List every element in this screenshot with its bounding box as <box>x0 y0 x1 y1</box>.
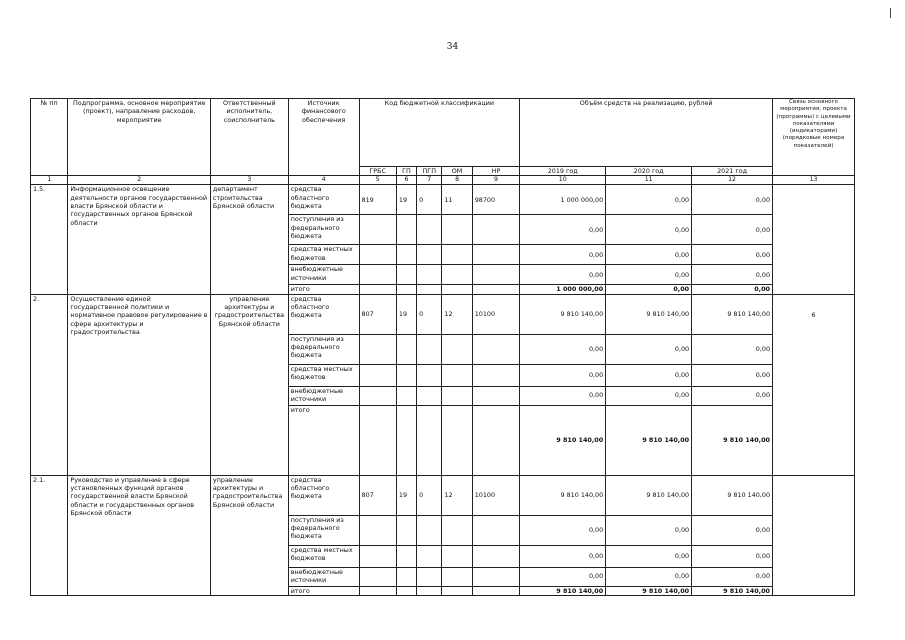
source-local: средства местных бюджетов <box>288 545 359 567</box>
header-2019: 2019 год <box>520 167 606 176</box>
np: 98700 <box>472 185 520 215</box>
amount-2021: 0,00 <box>692 215 773 245</box>
col-number: 9 <box>472 176 520 185</box>
amount-2021: 0,00 <box>692 515 773 545</box>
amount-2019: 0,00 <box>520 545 606 567</box>
source-extra: внебюджетные источники <box>288 386 359 405</box>
amount-2021: 0,00 <box>692 567 773 586</box>
om: 12 <box>442 294 472 334</box>
header-source: Источник финансового обеспечения <box>288 99 359 176</box>
amount-2019: 9 810 140,00 <box>520 475 606 515</box>
row-responsible: управление архитектуры и градостроительства Брянской области <box>210 294 288 475</box>
header-pgp: ПГП <box>417 167 442 176</box>
header-num: № пп <box>31 99 68 176</box>
total-2021: 9 810 140,00 <box>692 586 773 595</box>
amount-2021: 0,00 <box>692 386 773 405</box>
scan-mark <box>890 8 891 18</box>
row-name: Руководство и управление в сфере установленных функций органов государственной власти Брянской области и государственных органов Брянской области <box>68 475 211 595</box>
source-local: средства местных бюджетов <box>288 245 359 265</box>
header-np: НР <box>472 167 520 176</box>
source-total: итого <box>288 285 359 294</box>
amount-2020: 0,00 <box>606 364 692 386</box>
gp: 19 <box>396 294 416 334</box>
header-subprogram: Подпрограмма, основное мероприятие (проект), направление расходов, мероприятие <box>68 99 211 176</box>
amount-2020: 9 810 140,00 <box>606 475 692 515</box>
header-2020: 2020 год <box>606 167 692 176</box>
col-number: 8 <box>442 176 472 185</box>
col-number: 4 <box>288 176 359 185</box>
om: 12 <box>442 475 472 515</box>
row-responsible: департамент строительства Брянской области <box>210 185 288 294</box>
gp: 19 <box>396 475 416 515</box>
np: 10100 <box>472 294 520 334</box>
amount-2019: 0,00 <box>520 364 606 386</box>
budget-table <box>30 98 855 596</box>
amount-2020: 0,00 <box>606 567 692 586</box>
row-responsible: управление архитектуры и градостроительства Брянской области <box>210 475 288 595</box>
page-number: 34 <box>446 42 459 52</box>
amount-2020: 0,00 <box>606 265 692 285</box>
amount-2020: 0,00 <box>606 185 692 215</box>
amount-2021: 0,00 <box>692 265 773 285</box>
row-link: 6 <box>773 294 855 475</box>
amount-2019: 9 810 140,00 <box>520 294 606 334</box>
amount-2019: 0,00 <box>520 265 606 285</box>
amount-2021: 0,00 <box>692 185 773 215</box>
amount-2021: 0,00 <box>692 245 773 265</box>
total-2020: 0,00 <box>606 285 692 294</box>
header-grbs: ГРБС <box>359 167 396 176</box>
amount-2020: 0,00 <box>606 215 692 245</box>
source-federal: поступления из федерального бюджета <box>288 334 359 364</box>
amount-2019: 1 000 000,00 <box>520 185 606 215</box>
col-number: 10 <box>520 176 606 185</box>
source-total: итого <box>288 586 359 595</box>
amount-2019: 0,00 <box>520 334 606 364</box>
col-number: 3 <box>210 176 288 185</box>
amount-2020: 0,00 <box>606 515 692 545</box>
amount-2020: 0,00 <box>606 386 692 405</box>
total-2019: 9 810 140,00 <box>520 586 606 595</box>
pgp: 0 <box>417 475 442 515</box>
col-number: 5 <box>359 176 396 185</box>
amount-2021: 9 810 140,00 <box>692 294 773 334</box>
header-om: ОМ <box>442 167 472 176</box>
total-2021: 0,00 <box>692 285 773 294</box>
source-regional: средства областного бюджета <box>288 294 359 334</box>
source-federal: поступления из федерального бюджета <box>288 515 359 545</box>
row-link <box>773 185 855 294</box>
amount-2021: 0,00 <box>692 334 773 364</box>
om: 11 <box>442 185 472 215</box>
amount-2021: 0,00 <box>692 364 773 386</box>
header-budget-code: Код бюджетной классификации <box>359 99 520 167</box>
grbs: 807 <box>359 475 396 515</box>
grbs: 807 <box>359 294 396 334</box>
row-name: Информационное освещение деятельности органов государственной власти Брянской области и государственных органов Брянской области <box>68 185 211 294</box>
header-2021: 2021 год <box>692 167 773 176</box>
col-number: 12 <box>692 176 773 185</box>
header-link: Связь основного мероприятия, проекта (программы) с целевыми показателями (индикаторами) (порядковые номера показателей) <box>773 99 855 176</box>
header-responsible: Ответственный исполнитель, соисполнитель <box>210 99 288 176</box>
amount-2020: 9 810 140,00 <box>606 294 692 334</box>
col-number: 7 <box>417 176 442 185</box>
source-regional: средства областного бюджета <box>288 185 359 215</box>
col-number: 11 <box>606 176 692 185</box>
amount-2019: 0,00 <box>520 215 606 245</box>
amount-2020: 0,00 <box>606 545 692 567</box>
amount-2020: 0,00 <box>606 334 692 364</box>
gp: 19 <box>396 185 416 215</box>
source-extra: внебюджетные источники <box>288 567 359 586</box>
total-2020: 9 810 140,00 <box>606 586 692 595</box>
amount-2019: 0,00 <box>520 567 606 586</box>
total-2019: 9 810 140,00 <box>520 405 606 475</box>
col-number: 13 <box>773 176 855 185</box>
np: 10100 <box>472 475 520 515</box>
total-2019: 1 000 000,00 <box>520 285 606 294</box>
col-number: 1 <box>31 176 68 185</box>
amount-2019: 0,00 <box>520 386 606 405</box>
total-2021: 9 810 140,00 <box>692 405 773 475</box>
amount-2019: 0,00 <box>520 245 606 265</box>
total-2020: 9 810 140,00 <box>606 405 692 475</box>
grbs: 819 <box>359 185 396 215</box>
row-num: 1.5. <box>31 185 68 294</box>
pgp: 0 <box>417 294 442 334</box>
header-volume: Объём средств на реализацию, рублей <box>520 99 773 167</box>
source-local: средства местных бюджетов <box>288 364 359 386</box>
source-federal: поступления из федерального бюджета <box>288 215 359 245</box>
row-link <box>773 475 855 595</box>
source-regional: средства областного бюджета <box>288 475 359 515</box>
row-num: 2.1. <box>31 475 68 595</box>
source-extra: внебюджетные источники <box>288 265 359 285</box>
pgp: 0 <box>417 185 442 215</box>
amount-2021: 9 810 140,00 <box>692 475 773 515</box>
amount-2021: 0,00 <box>692 545 773 567</box>
header-gp: ГП <box>396 167 416 176</box>
col-number: 2 <box>68 176 211 185</box>
row-num: 2. <box>31 294 68 475</box>
col-number: 6 <box>396 176 416 185</box>
row-name: Осуществление единой государственной политики и нормативное правовое регулирование в сфере архитектуры и градостроительства <box>68 294 211 475</box>
source-total: итого <box>288 405 359 475</box>
amount-2020: 0,00 <box>606 245 692 265</box>
amount-2019: 0,00 <box>520 515 606 545</box>
